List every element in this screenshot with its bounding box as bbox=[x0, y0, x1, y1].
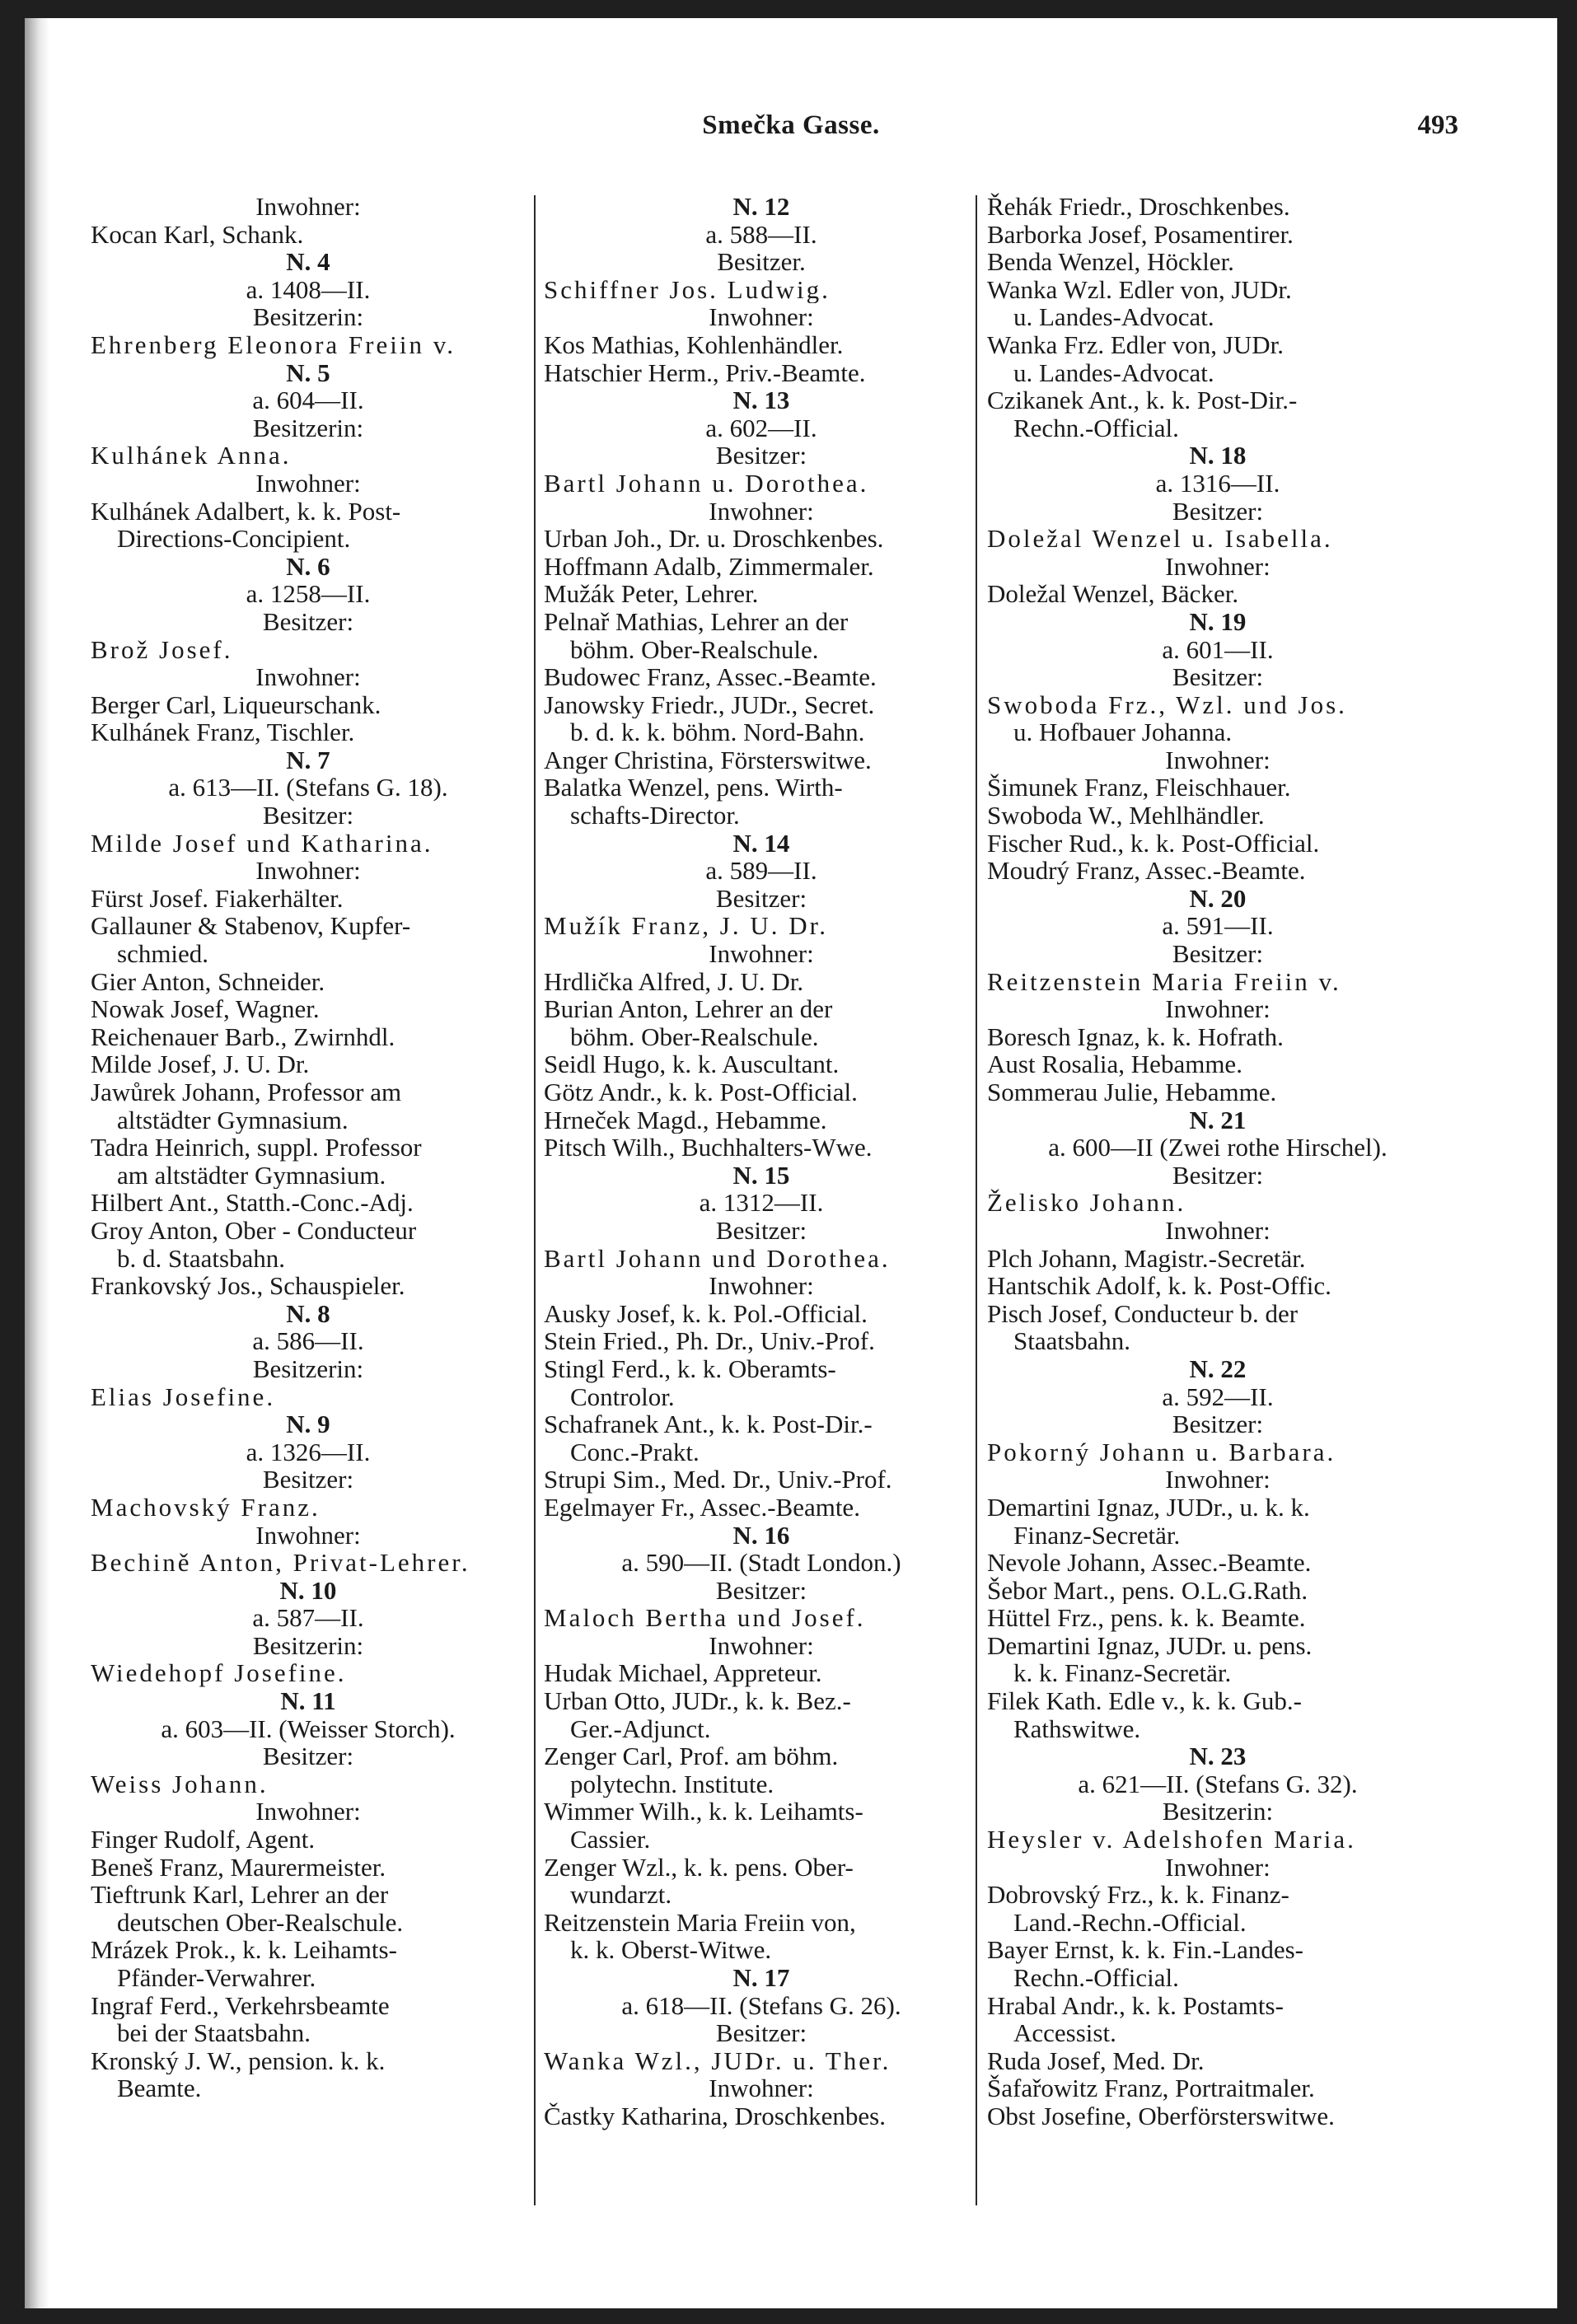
address-line: a. 586—II. bbox=[252, 1327, 364, 1355]
section-label: Besitzerin: bbox=[252, 1631, 364, 1660]
resident-entry: Nevole Johann, Assec.-Beamte. bbox=[987, 1549, 1312, 1577]
resident-entry: Častky Katharina, Droschkenbes. bbox=[544, 2102, 886, 2130]
resident-entry: Moudrý Franz, Assec.-Beamte. bbox=[987, 857, 1306, 885]
entry-continuation: deutschen Ober-Realschule. bbox=[117, 1908, 404, 1937]
section-label: Besitzer: bbox=[262, 1466, 354, 1494]
section-label: Besitzer: bbox=[262, 802, 354, 830]
resident-entry: Tadra Heinrich, suppl. Professor bbox=[91, 1134, 422, 1162]
resident-entry: Strupi Sim., Med. Dr., Univ.-Prof. bbox=[544, 1466, 892, 1494]
section-label: Inwohner: bbox=[255, 193, 361, 221]
entry-continuation: Beamte. bbox=[117, 2074, 202, 2102]
house-number: N. 16 bbox=[732, 1521, 790, 1550]
owner-entry: Bechině Anton, Privat-Lehrer. bbox=[91, 1549, 470, 1577]
resident-entry: Urban Otto, JUDr., k. k. Bez.- bbox=[544, 1687, 851, 1715]
house-number: N. 21 bbox=[1189, 1106, 1247, 1134]
resident-entry: Bayer Ernst, k. k. Fin.-Landes- bbox=[987, 1936, 1303, 1964]
resident-entry: Pelnař Mathias, Lehrer an der bbox=[544, 607, 849, 636]
entry-continuation: k. k. Finanz-Secretär. bbox=[1013, 1659, 1232, 1688]
owner-entry: Machovský Franz. bbox=[91, 1493, 321, 1522]
resident-entry: Frankovský Jos., Schauspieler. bbox=[91, 1272, 405, 1300]
resident-entry: Kocan Karl, Schank. bbox=[91, 220, 304, 249]
resident-entry: Šafařowitz Franz, Portraitmaler. bbox=[987, 2074, 1315, 2102]
address-line: a. 604—II. bbox=[252, 386, 364, 414]
resident-entry: Mrázek Prok., k. k. Leihamts- bbox=[91, 1936, 397, 1964]
address-line: a. 587—II. bbox=[252, 1604, 364, 1632]
entry-continuation: wundarzt. bbox=[570, 1881, 672, 1909]
house-number: N. 13 bbox=[732, 386, 790, 414]
resident-entry: Kulhánek Adalbert, k. k. Post- bbox=[91, 497, 401, 526]
resident-entry: Šimunek Franz, Fleischhauer. bbox=[987, 774, 1291, 802]
section-label: Besitzer: bbox=[715, 1216, 807, 1245]
owner-entry: Mužík Franz, J. U. Dr. bbox=[544, 912, 828, 941]
resident-entry: Obst Josefine, Oberförsterswitwe. bbox=[987, 2102, 1335, 2130]
section-label: Besitzer. bbox=[717, 248, 806, 276]
section-label: Besitzer: bbox=[262, 1742, 354, 1770]
address-line: a. 600—II (Zwei rothe Hirschel). bbox=[1048, 1134, 1387, 1162]
house-number: N. 18 bbox=[1189, 442, 1247, 470]
address-line: a. 613—II. (Stefans G. 18). bbox=[168, 774, 448, 802]
owner-entry: Želisko Johann. bbox=[987, 1189, 1186, 1217]
resident-entry: Dobrovský Frz., k. k. Finanz- bbox=[987, 1881, 1289, 1909]
house-number: N. 9 bbox=[286, 1410, 330, 1438]
resident-entry: Barborka Josef, Posamentirer. bbox=[987, 220, 1294, 249]
entry-continuation: am altstädter Gymnasium. bbox=[117, 1161, 386, 1190]
section-label: Inwohner: bbox=[255, 1521, 361, 1550]
address-line: a. 601—II. bbox=[1162, 635, 1274, 664]
resident-entry: Hoffmann Adalb, Zimmermaler. bbox=[544, 552, 874, 581]
resident-entry: Burian Anton, Lehrer an der bbox=[544, 995, 833, 1023]
resident-entry: Pisch Josef, Conducteur b. der bbox=[987, 1299, 1299, 1328]
resident-entry: Sommerau Julie, Hebamme. bbox=[987, 1078, 1277, 1106]
resident-entry: Řehák Friedr., Droschkenbes. bbox=[987, 193, 1290, 221]
resident-entry: Boresch Ignaz, k. k. Hofrath. bbox=[987, 1022, 1284, 1051]
owner-entry: Maloch Bertha und Josef. bbox=[544, 1604, 866, 1632]
address-line: a. 1316—II. bbox=[1155, 469, 1280, 498]
owner-entry: Pokorný Johann u. Barbara. bbox=[987, 1438, 1336, 1466]
resident-entry: Anger Christina, Försterswitwe. bbox=[544, 746, 872, 774]
section-label: Inwohner: bbox=[1165, 746, 1270, 774]
resident-entry: Ruda Josef, Med. Dr. bbox=[987, 2046, 1205, 2075]
resident-entry: Hüttel Frz., pens. k. k. Beamte. bbox=[987, 1604, 1306, 1632]
section-label: Besitzer: bbox=[715, 1576, 807, 1605]
section-label: Besitzer: bbox=[715, 442, 807, 470]
house-number: N. 4 bbox=[286, 248, 330, 276]
entry-continuation: Cassier. bbox=[570, 1826, 651, 1854]
section-label: Inwohner: bbox=[255, 857, 361, 885]
section-label: Besitzer: bbox=[1172, 1161, 1264, 1190]
resident-entry: Zenger Wzl., k. k. pens. Ober- bbox=[544, 1853, 854, 1882]
address-line: a. 1408—II. bbox=[246, 275, 371, 304]
resident-entry: Benda Wenzel, Höckler. bbox=[987, 248, 1234, 276]
section-label: Besitzer: bbox=[715, 2019, 807, 2047]
resident-entry: Reichenauer Barb., Zwirnhdl. bbox=[91, 1022, 395, 1051]
section-label: Besitzerin: bbox=[252, 414, 364, 442]
entry-continuation: Conc.-Prakt. bbox=[570, 1438, 700, 1466]
resident-entry: Hrabal Andr., k. k. Postamts- bbox=[987, 1991, 1284, 2020]
owner-entry: Elias Josefine. bbox=[91, 1382, 276, 1411]
column-3 bbox=[987, 193, 1448, 2130]
resident-entry: Fischer Rud., k. k. Post-Official. bbox=[987, 829, 1320, 858]
entry-continuation: u. Hofbauer Johanna. bbox=[1013, 718, 1233, 746]
section-label: Inwohner: bbox=[1165, 552, 1270, 581]
resident-entry: Kulhánek Franz, Tischler. bbox=[91, 718, 355, 746]
resident-entry: Ingraf Ferd., Verkehrsbeamte bbox=[91, 1991, 390, 2020]
entry-continuation: u. Landes-Advocat. bbox=[1013, 358, 1214, 387]
owner-entry: Bartl Johann und Dorothea. bbox=[544, 1244, 891, 1273]
resident-entry: Gier Anton, Schneider. bbox=[91, 967, 325, 996]
resident-entry: Groy Anton, Ober - Conducteur bbox=[91, 1216, 417, 1245]
resident-entry: Mužák Peter, Lehrer. bbox=[544, 580, 759, 608]
entry-continuation: böhm. Ober-Realschule. bbox=[570, 635, 819, 664]
house-number: N. 17 bbox=[732, 1964, 790, 1992]
resident-entry: Beneš Franz, Maurermeister. bbox=[91, 1853, 386, 1882]
house-number: N. 6 bbox=[286, 552, 330, 581]
entry-continuation: Ger.-Adjunct. bbox=[570, 1714, 711, 1743]
section-label: Inwohner: bbox=[1165, 1466, 1270, 1494]
page-title: Smečka Gasse. bbox=[702, 110, 880, 140]
address-line: a. 621—II. (Stefans G. 32). bbox=[1078, 1770, 1358, 1798]
section-label: Inwohner: bbox=[709, 497, 814, 526]
section-label: Inwohner: bbox=[1165, 995, 1270, 1023]
address-line: a. 602—II. bbox=[705, 414, 817, 442]
resident-entry: Seidl Hugo, k. k. Auscultant. bbox=[544, 1050, 840, 1078]
address-line: a. 603—II. (Weisser Storch). bbox=[161, 1714, 456, 1743]
resident-entry: Plch Johann, Magistr.-Secretär. bbox=[987, 1244, 1306, 1273]
house-number: N. 22 bbox=[1189, 1354, 1247, 1383]
entry-continuation: Accessist. bbox=[1013, 2019, 1116, 2047]
resident-entry: Filek Kath. Edle v., k. k. Gub.- bbox=[987, 1687, 1302, 1715]
entry-continuation: b. d. k. k. böhm. Nord-Bahn. bbox=[570, 718, 865, 746]
entry-continuation: schafts-Director. bbox=[570, 802, 740, 830]
house-number: N. 12 bbox=[732, 193, 790, 221]
owner-entry: Bartl Johann u. Dorothea. bbox=[544, 469, 869, 498]
section-label: Inwohner: bbox=[255, 469, 361, 498]
house-number: N. 15 bbox=[732, 1161, 790, 1190]
resident-entry: Berger Carl, Liqueurschank. bbox=[91, 690, 381, 719]
owner-entry: Doležal Wenzel u. Isabella. bbox=[987, 525, 1333, 553]
entry-continuation: Rathswitwe. bbox=[1013, 1714, 1141, 1743]
resident-entry: Pitsch Wilh., Buchhalters-Wwe. bbox=[544, 1134, 873, 1162]
resident-entry: Wimmer Wilh., k. k. Leihamts- bbox=[544, 1798, 863, 1826]
section-label: Inwohner: bbox=[255, 1798, 361, 1826]
resident-entry: Czikanek Ant., k. k. Post-Dir.- bbox=[987, 386, 1298, 414]
house-number: N. 23 bbox=[1189, 1742, 1247, 1770]
owner-entry: Schiffner Jos. Ludwig. bbox=[544, 275, 831, 304]
entry-continuation: Directions-Concipient. bbox=[117, 525, 351, 553]
address-line: a. 592—II. bbox=[1162, 1382, 1274, 1411]
resident-entry: Hrdlička Alfred, J. U. Dr. bbox=[544, 967, 804, 996]
resident-entry: Hatschier Herm., Priv.-Beamte. bbox=[544, 358, 866, 387]
address-line: a. 589—II. bbox=[705, 857, 817, 885]
entry-continuation: b. d. Staatsbahn. bbox=[117, 1244, 286, 1273]
owner-entry: Reitzenstein Maria Freiin v. bbox=[987, 967, 1341, 996]
section-label: Besitzerin: bbox=[252, 303, 364, 331]
house-number: N. 11 bbox=[280, 1687, 336, 1715]
house-number: N. 20 bbox=[1189, 884, 1247, 913]
entry-continuation: böhm. Ober-Realschule. bbox=[570, 1022, 819, 1051]
section-label: Besitzer: bbox=[1172, 497, 1264, 526]
resident-entry: Zenger Carl, Prof. am böhm. bbox=[544, 1742, 839, 1770]
resident-entry: Schafranek Ant., k. k. Post-Dir.- bbox=[544, 1410, 873, 1438]
resident-entry: Reitzenstein Maria Freiin von, bbox=[544, 1908, 856, 1937]
section-label: Inwohner: bbox=[709, 1631, 814, 1660]
resident-entry: Hantschik Adolf, k. k. Post-Offic. bbox=[987, 1272, 1331, 1300]
owner-entry: Kulhánek Anna. bbox=[91, 442, 292, 470]
resident-entry: Doležal Wenzel, Bäcker. bbox=[987, 580, 1239, 608]
directory-page bbox=[25, 18, 1557, 2308]
house-number: N. 8 bbox=[286, 1299, 330, 1328]
address-line: a. 618—II. (Stefans G. 26). bbox=[621, 1991, 901, 2020]
resident-entry: Aust Rosalia, Hebamme. bbox=[987, 1050, 1242, 1078]
address-line: a. 590—II. (Stadt London.) bbox=[621, 1549, 901, 1577]
resident-entry: Götz Andr., k. k. Post-Official. bbox=[544, 1078, 858, 1106]
owner-entry: Wanka Wzl., JUDr. u. Ther. bbox=[544, 2046, 891, 2075]
resident-entry: Egelmayer Fr., Assec.-Beamte. bbox=[544, 1493, 860, 1522]
owner-entry: Weiss Johann. bbox=[91, 1770, 269, 1798]
entry-continuation: u. Landes-Advocat. bbox=[1013, 303, 1214, 331]
section-label: Besitzerin: bbox=[252, 1354, 364, 1383]
address-line: a. 588—II. bbox=[705, 220, 817, 249]
section-label: Inwohner: bbox=[709, 940, 814, 968]
resident-entry: Šebor Mart., pens. O.L.G.Rath. bbox=[987, 1576, 1308, 1605]
section-label: Besitzerin: bbox=[1162, 1798, 1274, 1826]
entry-continuation: Pfänder-Verwahrer. bbox=[117, 1964, 316, 1992]
entry-continuation: polytechn. Institute. bbox=[570, 1770, 774, 1798]
resident-entry: Ausky Josef, k. k. Pol.-Official. bbox=[544, 1299, 868, 1328]
entry-continuation: Land.-Rechn.-Official. bbox=[1013, 1908, 1247, 1937]
section-label: Inwohner: bbox=[709, 1272, 814, 1300]
section-label: Inwohner: bbox=[255, 663, 361, 691]
house-number: N. 19 bbox=[1189, 607, 1247, 636]
owner-entry: Ehrenberg Eleonora Freiin v. bbox=[91, 330, 456, 359]
resident-entry: Hrneček Magd., Hebamme. bbox=[544, 1106, 827, 1134]
entry-continuation: Staatsbahn. bbox=[1013, 1327, 1131, 1355]
entry-continuation: Rechn.-Official. bbox=[1013, 1964, 1179, 1992]
section-label: Inwohner: bbox=[1165, 1216, 1270, 1245]
owner-entry: Swoboda Frz., Wzl. und Jos. bbox=[987, 690, 1347, 719]
section-label: Inwohner: bbox=[1165, 1853, 1270, 1882]
section-label: Besitzer: bbox=[1172, 940, 1264, 968]
resident-entry: Finger Rudolf, Agent. bbox=[91, 1826, 316, 1854]
page-number: 493 bbox=[1417, 110, 1458, 140]
resident-entry: Balatka Wenzel, pens. Wirth- bbox=[544, 774, 843, 802]
column-divider bbox=[534, 195, 536, 2205]
section-label: Besitzer: bbox=[715, 884, 807, 913]
entry-continuation: k. k. Oberst-Witwe. bbox=[570, 1936, 772, 1964]
resident-entry: Budowec Franz, Assec.-Beamte. bbox=[544, 663, 877, 691]
section-label: Besitzer: bbox=[262, 607, 354, 636]
section-label: Inwohner: bbox=[709, 303, 814, 331]
resident-entry: Demartini Ignaz, JUDr. u. pens. bbox=[987, 1631, 1313, 1660]
resident-entry: Stingl Ferd., k. k. Oberamts- bbox=[544, 1354, 836, 1383]
entry-continuation: schmied. bbox=[117, 940, 209, 968]
owner-entry: Heysler v. Adelshofen Maria. bbox=[987, 1826, 1356, 1854]
resident-entry: Fürst Josef. Fiakerhälter. bbox=[91, 884, 344, 913]
resident-entry: Kos Mathias, Kohlenhändler. bbox=[544, 330, 844, 359]
resident-entry: Gallauner & Stabenov, Kupfer- bbox=[91, 912, 411, 941]
resident-entry: Jawůrek Johann, Professor am bbox=[91, 1078, 402, 1106]
address-line: a. 1312—II. bbox=[699, 1189, 824, 1217]
resident-entry: Kronský J. W., pension. k. k. bbox=[91, 2046, 386, 2075]
house-number: N. 5 bbox=[286, 358, 330, 387]
section-label: Besitzer: bbox=[1172, 663, 1264, 691]
house-number: N. 7 bbox=[286, 746, 330, 774]
owner-entry: Wiedehopf Josefine. bbox=[91, 1659, 347, 1688]
entry-continuation: Controlor. bbox=[570, 1382, 675, 1411]
entry-continuation: Rechn.-Official. bbox=[1013, 414, 1179, 442]
resident-entry: Swoboda W., Mehlhändler. bbox=[987, 802, 1265, 830]
address-line: a. 1326—II. bbox=[246, 1438, 371, 1466]
owner-entry: Milde Josef und Katharina. bbox=[91, 829, 433, 858]
resident-entry: Tieftrunk Karl, Lehrer an der bbox=[91, 1881, 389, 1909]
entry-continuation: bei der Staatsbahn. bbox=[117, 2019, 311, 2047]
resident-entry: Wanka Wzl. Edler von, JUDr. bbox=[987, 275, 1292, 304]
house-number: N. 10 bbox=[279, 1576, 337, 1605]
house-number: N. 14 bbox=[732, 829, 790, 858]
section-label: Besitzer: bbox=[1172, 1410, 1264, 1438]
resident-entry: Janowsky Friedr., JUDr., Secret. bbox=[544, 690, 875, 719]
resident-entry: Stein Fried., Ph. Dr., Univ.-Prof. bbox=[544, 1327, 875, 1355]
column-1 bbox=[91, 193, 526, 2102]
resident-entry: Hudak Michael, Appreteur. bbox=[544, 1659, 822, 1688]
owner-entry: Brož Josef. bbox=[91, 635, 233, 664]
resident-entry: Urban Joh., Dr. u. Droschkenbes. bbox=[544, 525, 884, 553]
entry-continuation: altstädter Gymnasium. bbox=[117, 1106, 349, 1134]
section-label: Inwohner: bbox=[709, 2074, 814, 2102]
address-line: a. 1258—II. bbox=[246, 580, 371, 608]
resident-entry: Nowak Josef, Wagner. bbox=[91, 995, 320, 1023]
resident-entry: Demartini Ignaz, JUDr., u. k. k. bbox=[987, 1493, 1310, 1522]
resident-entry: Wanka Frz. Edler von, JUDr. bbox=[987, 330, 1284, 359]
resident-entry: Hilbert Ant., Statth.-Conc.-Adj. bbox=[91, 1189, 414, 1217]
column-2 bbox=[544, 193, 979, 2130]
resident-entry: Milde Josef, J. U. Dr. bbox=[91, 1050, 310, 1078]
address-line: a. 591—II. bbox=[1162, 912, 1274, 941]
entry-continuation: Finanz-Secretär. bbox=[1013, 1521, 1181, 1550]
